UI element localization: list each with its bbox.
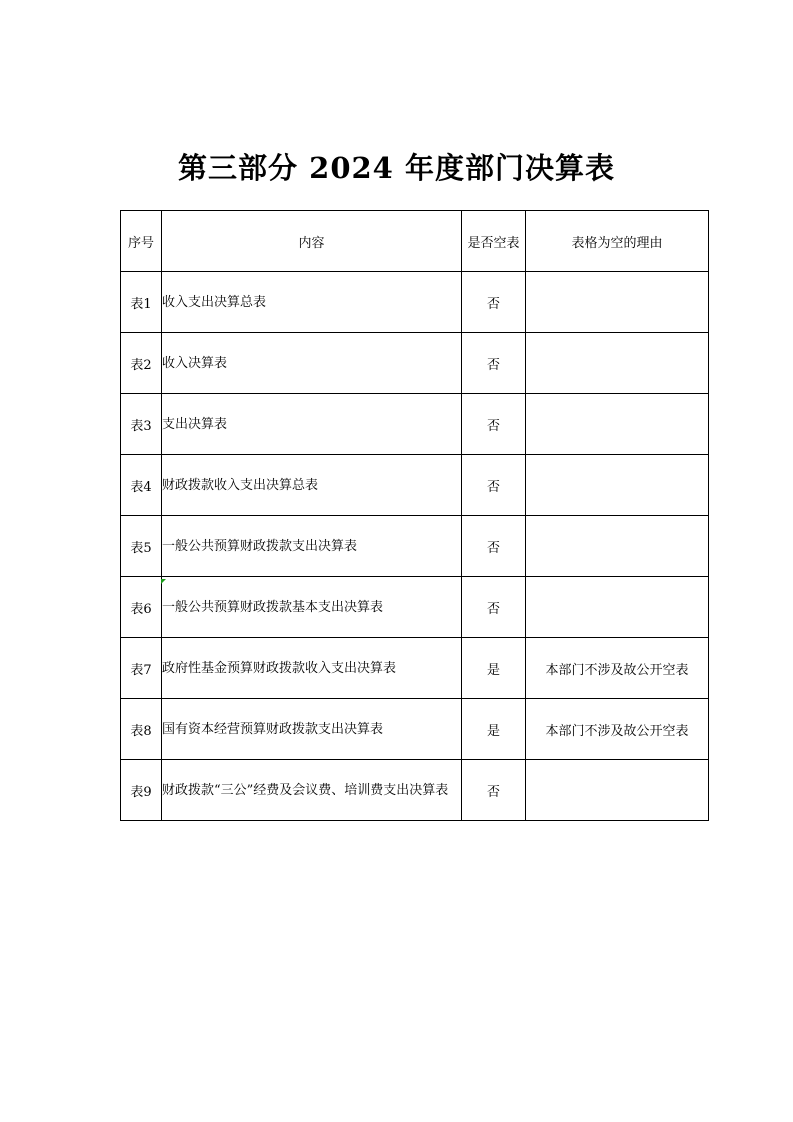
row-content: 收入支出决算总表	[162, 272, 462, 333]
row-reason	[526, 516, 709, 577]
row-no: 表1	[121, 272, 162, 333]
row-reason: 本部门不涉及故公开空表	[526, 638, 709, 699]
row-no: 表4	[121, 455, 162, 516]
table-row	[121, 455, 709, 516]
row-is-empty: 是	[462, 638, 526, 699]
row-no: 表7	[121, 638, 162, 699]
row-content: 财政拨款收入支出决算总表	[162, 455, 462, 516]
row-reason	[526, 333, 709, 394]
row-reason	[526, 272, 709, 333]
header-reason: 表格为空的理由	[526, 211, 709, 272]
header-content: 内容	[162, 211, 462, 272]
table-header-row	[121, 211, 709, 272]
table-row	[121, 699, 709, 760]
page-title: 第三部分 2024 年度部门决算表	[178, 151, 615, 185]
row-is-empty: 否	[462, 333, 526, 394]
row-reason	[526, 394, 709, 455]
row-reason	[526, 760, 709, 821]
row-no: 表2	[121, 333, 162, 394]
row-is-empty: 否	[462, 455, 526, 516]
row-is-empty: 否	[462, 394, 526, 455]
row-reason	[526, 577, 709, 638]
table-row	[121, 638, 709, 699]
header-no: 序号	[121, 211, 162, 272]
header-is-empty: 是否空表	[462, 211, 526, 272]
table-row	[121, 577, 709, 638]
row-is-empty: 否	[462, 272, 526, 333]
row-content: 一般公共预算财政拨款支出决算表	[162, 516, 462, 577]
decision-tables-list	[120, 210, 709, 821]
row-is-empty: 是	[462, 699, 526, 760]
row-content: 国有资本经营预算财政拨款支出决算表	[162, 699, 462, 760]
row-content: 一般公共预算财政拨款基本支出决算表	[162, 577, 462, 638]
row-is-empty: 否	[462, 577, 526, 638]
row-content: 财政拨款“三公”经费及会议费、培训费支出决算表	[162, 760, 462, 821]
row-content: 收入决算表	[162, 333, 462, 394]
table-row	[121, 394, 709, 455]
row-reason	[526, 455, 709, 516]
row-no: 表5	[121, 516, 162, 577]
row-no: 表3	[121, 394, 162, 455]
row-content: 政府性基金预算财政拨款收入支出决算表	[162, 638, 462, 699]
row-is-empty: 否	[462, 516, 526, 577]
table-row	[121, 516, 709, 577]
row-no: 表6	[121, 577, 162, 638]
row-content: 支出决算表	[162, 394, 462, 455]
table-row	[121, 333, 709, 394]
cell-comment-marker	[161, 579, 166, 584]
row-no: 表8	[121, 699, 162, 760]
table-row	[121, 272, 709, 333]
row-reason: 本部门不涉及故公开空表	[526, 699, 709, 760]
row-is-empty: 否	[462, 760, 526, 821]
table-row	[121, 760, 709, 821]
row-no: 表9	[121, 760, 162, 821]
